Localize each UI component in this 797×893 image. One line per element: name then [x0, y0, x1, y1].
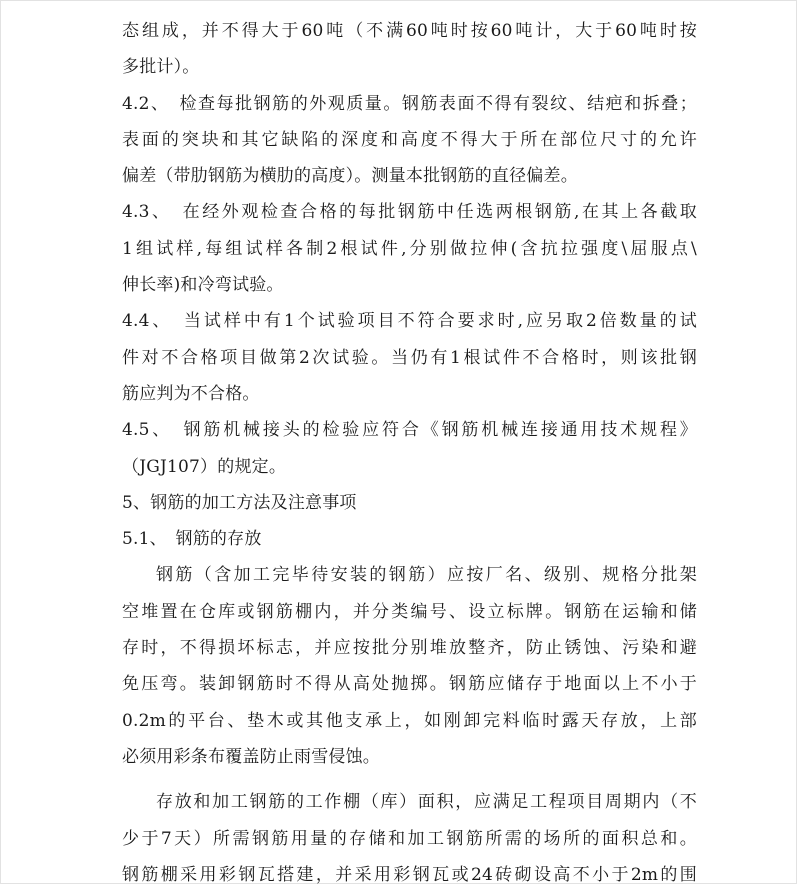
text-line: 钢筋（含加工完毕待安装的钢筋）应按厂名、级别、规格分批架	[156, 565, 697, 586]
subsection-heading: 5.1、 钢筋的存放	[122, 529, 262, 550]
text-line: 免压弯。装卸钢筋时不得从高处抛掷。钢筋应储存于地面以上不小于	[122, 674, 697, 695]
text-line: 4.5、 钢筋机械接头的检验应符合《钢筋机械连接通用技术规程》	[122, 420, 697, 441]
text-line: 偏差（带肋钢筋为横肋的高度）。测量本批钢筋的直径偏差。	[122, 166, 578, 187]
paragraph-gap	[122, 775, 697, 784]
text-line: 少于7天）所需钢筋用量的存储和加工钢筋所需的场所的面积总和。	[122, 828, 697, 849]
text-line: 4.2、 检查每批钢筋的外观质量。钢筋表面不得有裂纹、结疤和拆叠；	[122, 93, 697, 114]
text-line: 必须用彩条布覆盖防止雨雪侵蚀。	[122, 746, 380, 767]
text-line: 筋应判为不合格。	[122, 383, 260, 404]
text-line: 4.4、 当试样中有1个试验项目不符合要求时,应另取2倍数量的试	[122, 311, 697, 332]
text-line: 0.2m的平台、垫木或其他支承上，如刚卸完料临时露天存放，上部	[122, 710, 697, 731]
text-line: 态组成，并不得大于60吨（不满60吨时按60吨计，大于60吨时按	[122, 21, 697, 41]
section-heading: 5、钢筋的加工方法及注意事项	[122, 492, 357, 513]
text-line: 存时，不得损坏标志，并应按批分别堆放整齐，防止锈蚀、污染和避	[122, 638, 697, 659]
text-line: 表面的突块和其它缺陷的深度和高度不得大于所在部位尺寸的允许	[122, 129, 697, 150]
text-line: 空堆置在仓库或钢筋棚内，并分类编号、设立标牌。钢筋在运输和储	[122, 601, 697, 622]
text-line: 件对不合格项目做第2次试验。当仍有1根试件不合格时，则该批钢	[122, 347, 697, 368]
text-line: 多批计）。	[122, 57, 200, 78]
text-line: 4.3、 在经外观检查合格的每批钢筋中任选两根钢筋,在其上各截取	[122, 202, 697, 223]
text-line: （JGJ107）的规定。	[122, 456, 287, 477]
text-line: 存放和加工钢筋的工作棚（库）面积，应满足工程项目周期内（不	[156, 792, 697, 813]
text-line: 伸长率)和冷弯试验。	[122, 275, 284, 296]
text-line: 1组试样,每组试样各制2根试件,分别做拉伸(含抗拉强度\屈服点\	[122, 238, 697, 259]
text-line: 钢筋棚采用彩钢瓦搭建，并采用彩钢瓦或24砖砌设高不小于2m的围	[122, 864, 697, 885]
document-body	[122, 13, 697, 893]
